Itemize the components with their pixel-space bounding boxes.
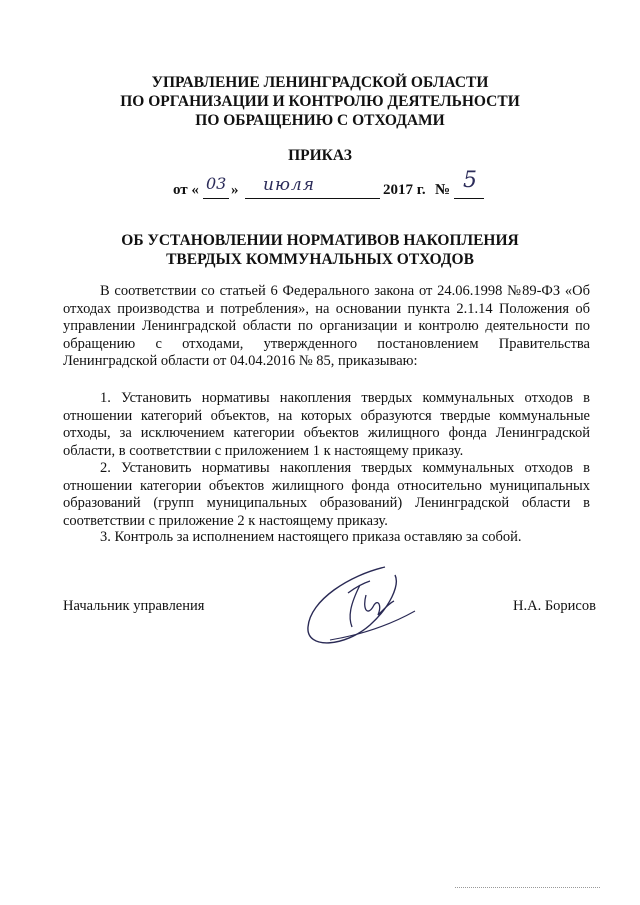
number-blank bbox=[454, 198, 484, 199]
title-line-1: ОБ УСТАНОВЛЕНИИ НОРМАТИВОВ НАКОПЛЕНИЯ bbox=[121, 232, 519, 249]
title-line-2: ТВЕРДЫХ КОММУНАЛЬНЫХ ОТХОДОВ bbox=[166, 251, 474, 268]
month-handwritten: июля bbox=[263, 175, 315, 195]
number-prefix: № bbox=[435, 182, 451, 198]
preamble-paragraph: В соответствии со статьей 6 Федерального закона от 24.06.1998 №89-ФЗ «Об отходах производства и потребления», на основании пункта 2.1.14 Положения об управлении Ленинградской области по организации и контролю деятельности по обращению с отходами, утвержденного постановлением Правительства Ленинградской области от 04.04.2016 № 85, приказываю: bbox=[63, 283, 590, 370]
document-type: ПРИКАЗ bbox=[288, 147, 352, 164]
signatory-position: Начальник управления bbox=[63, 598, 205, 614]
issuer-header bbox=[0, 73, 640, 130]
order-item-1: 1. Установить нормативы накопления твердых коммунальных отходов в отношении категорий объектов, на которых образуются твердые коммунальные отходы, за исключением категории объектов жилищного фонда Ленинградской области, в соответствии с приложением 1 к настоящему приказу. bbox=[63, 390, 590, 459]
date-prefix: от « bbox=[173, 182, 199, 198]
day-handwritten: 03 bbox=[206, 174, 227, 193]
year-label: 2017 г. bbox=[383, 182, 426, 198]
handwritten-signature bbox=[290, 555, 430, 665]
day-close-quote: » bbox=[231, 182, 239, 198]
document-title bbox=[0, 231, 640, 269]
order-date-line bbox=[173, 168, 493, 202]
day-blank bbox=[203, 198, 229, 199]
footer-divider bbox=[455, 887, 600, 888]
issuer-line-2: ПО ОРГАНИЗАЦИИ И КОНТРОЛЮ ДЕЯТЕЛЬНОСТИ bbox=[120, 93, 520, 110]
order-item-2: 2. Установить нормативы накопления твердых коммунальных отходов в отношении категории объектов жилищного фонда относительно муниципальных образований (групп муниципальных образований) Ленинградской области в соответствии с приложение 2 к настоящему приказу. bbox=[63, 460, 590, 529]
signatory-name: Н.А. Борисов bbox=[513, 598, 596, 614]
order-item-3: 3. Контроль за исполнением настоящего приказа оставляю за собой. bbox=[100, 529, 522, 545]
number-handwritten: 5 bbox=[463, 168, 477, 193]
month-blank bbox=[245, 198, 380, 199]
issuer-line-3: ПО ОБРАЩЕНИЮ С ОТХОДАМИ bbox=[195, 112, 445, 129]
issuer-line-1: УПРАВЛЕНИЕ ЛЕНИНГРАДСКОЙ ОБЛАСТИ bbox=[151, 74, 489, 91]
